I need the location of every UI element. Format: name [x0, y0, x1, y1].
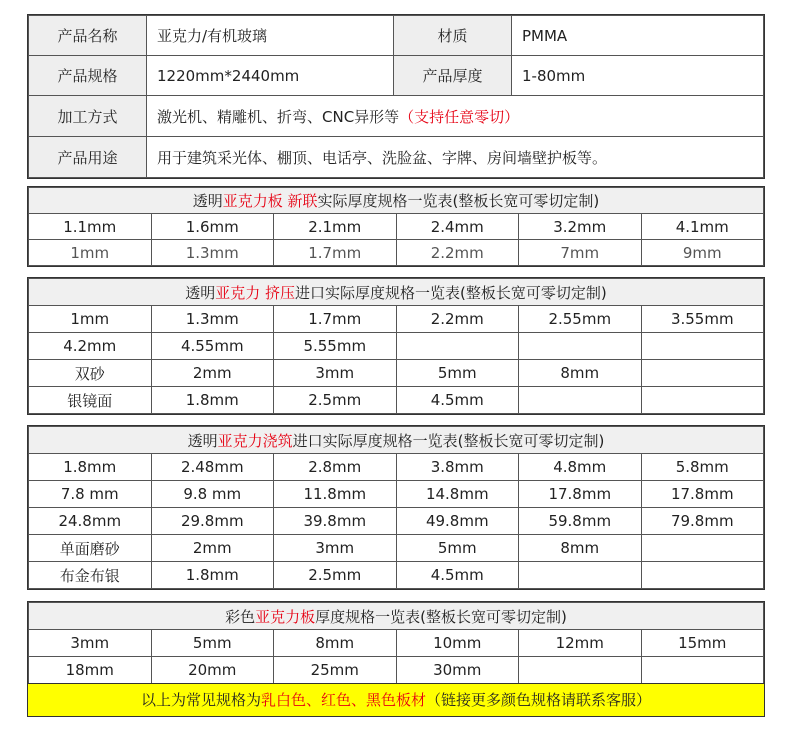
label-material: 材质	[394, 16, 512, 56]
value-usage: 用于建筑采光体、棚顶、电话亭、洗脸盆、字牌、房间墙壁护板等。	[147, 137, 764, 178]
title-part: 进口实际厚度规格一览表(整板长宽可零切定制)	[292, 431, 605, 450]
table-cell: 1.7mm	[274, 306, 397, 333]
spec-table-colored	[27, 601, 765, 685]
spec-table-extruded	[27, 277, 765, 415]
table-cell	[396, 333, 519, 360]
table-cell: 2mm	[151, 360, 274, 387]
table-cell: 布金布银	[29, 562, 152, 589]
table-cell	[641, 360, 764, 387]
title-part: 透明	[185, 283, 216, 302]
table-cell: 1.3mm	[151, 306, 274, 333]
table-cell	[519, 387, 642, 414]
table-cell: 3mm	[274, 360, 397, 387]
table-cell	[641, 535, 764, 562]
value-processing	[147, 96, 764, 137]
table-cell: 4.5mm	[396, 562, 519, 589]
table-cell: 9.8 mm	[151, 481, 274, 508]
processing-text: 激光机、精雕机、折弯、CNC异形等	[157, 107, 400, 126]
table-cell: 3.2mm	[519, 214, 642, 240]
table-cell: 2.5mm	[274, 562, 397, 589]
table-cell: 49.8mm	[396, 508, 519, 535]
label-processing: 加工方式	[29, 96, 147, 137]
table-cell: 1.6mm	[151, 214, 274, 240]
title-part: 彩色	[225, 607, 256, 626]
table-cell: 2.2mm	[396, 240, 519, 266]
table-cell: 1mm	[29, 306, 152, 333]
label-product-spec: 产品规格	[29, 56, 147, 96]
table-cell: 1.8mm	[151, 387, 274, 414]
table-cell: 8mm	[519, 535, 642, 562]
table-cell: 12mm	[519, 630, 642, 657]
value-thickness: 1-80mm	[512, 56, 764, 96]
table-cell: 18mm	[29, 657, 152, 684]
table-cell: 17.8mm	[519, 481, 642, 508]
table-cell: 4.2mm	[29, 333, 152, 360]
table-cell: 3mm	[274, 535, 397, 562]
table-title	[29, 188, 764, 214]
table-title	[29, 603, 764, 630]
table-cell: 双砂	[29, 360, 152, 387]
spec-table-cast	[27, 425, 765, 590]
table-cell: 1.3mm	[151, 240, 274, 266]
table-cell: 1.1mm	[29, 214, 152, 240]
table-cell: 单面磨砂	[29, 535, 152, 562]
table-cell: 8mm	[274, 630, 397, 657]
table-cell: 1.7mm	[274, 240, 397, 266]
table-cell: 17.8mm	[641, 481, 764, 508]
table-cell: 30mm	[396, 657, 519, 684]
table-cell: 59.8mm	[519, 508, 642, 535]
label-usage: 产品用途	[29, 137, 147, 178]
table-cell: 3mm	[29, 630, 152, 657]
table-cell	[641, 562, 764, 589]
table-cell: 1.8mm	[151, 562, 274, 589]
title-part: 厚度规格一览表(整板长宽可零切定制)	[315, 607, 567, 626]
table-cell	[641, 387, 764, 414]
table-cell: 2.48mm	[151, 454, 274, 481]
footer-highlight: 乳白色、红色、黑色板材	[260, 691, 426, 709]
table-title	[29, 427, 764, 454]
table-cell: 24.8mm	[29, 508, 152, 535]
title-part: 透明	[192, 192, 223, 210]
table-cell: 4.5mm	[396, 387, 519, 414]
table-cell: 2.55mm	[519, 306, 642, 333]
table-cell: 3.55mm	[641, 306, 764, 333]
table-cell: 11.8mm	[274, 481, 397, 508]
spec-table-xinlian	[27, 186, 765, 267]
table-cell: 29.8mm	[151, 508, 274, 535]
table-cell: 2mm	[151, 535, 274, 562]
table-cell: 5mm	[151, 630, 274, 657]
table-cell: 2.2mm	[396, 306, 519, 333]
table-cell: 1.8mm	[29, 454, 152, 481]
title-highlight: 亚克力 挤压	[215, 283, 296, 302]
table-cell: 2.1mm	[274, 214, 397, 240]
table-cell: 8mm	[519, 360, 642, 387]
table-cell	[641, 657, 764, 684]
title-highlight: 亚克力板	[255, 607, 316, 626]
title-part: 进口实际厚度规格一览表(整板长宽可零切定制)	[295, 283, 607, 302]
table-cell: 5mm	[396, 360, 519, 387]
table-cell: 25mm	[274, 657, 397, 684]
table-cell: 20mm	[151, 657, 274, 684]
table-cell: 15mm	[641, 630, 764, 657]
label-thickness: 产品厚度	[394, 56, 512, 96]
table-cell: 4.1mm	[641, 214, 764, 240]
table-cell: 7.8 mm	[29, 481, 152, 508]
table-cell: 9mm	[641, 240, 764, 266]
table-cell: 79.8mm	[641, 508, 764, 535]
table-cell: 7mm	[519, 240, 642, 266]
table-cell: 银镜面	[29, 387, 152, 414]
table-cell: 2.8mm	[274, 454, 397, 481]
label-product-name: 产品名称	[29, 16, 147, 56]
table-cell: 5.55mm	[274, 333, 397, 360]
title-highlight: 亚克力浇筑	[217, 431, 293, 450]
table-cell: 14.8mm	[396, 481, 519, 508]
footer-note: （链接更多颜色规格请联系客服）	[426, 691, 652, 709]
table-cell	[519, 562, 642, 589]
title-part: 透明	[187, 431, 218, 450]
table-cell: 2.5mm	[274, 387, 397, 414]
value-product-name: 亚克力/有机玻璃	[147, 16, 394, 56]
table-title	[29, 279, 764, 306]
footer-text: 以上为常见规格为	[140, 691, 261, 709]
table-cell: 5.8mm	[641, 454, 764, 481]
table-cell: 3.8mm	[396, 454, 519, 481]
value-material: PMMA	[512, 16, 764, 56]
table-cell: 10mm	[396, 630, 519, 657]
table-cell	[519, 657, 642, 684]
footer-banner	[27, 683, 765, 717]
table-cell: 39.8mm	[274, 508, 397, 535]
table-cell	[519, 333, 642, 360]
table-cell: 5mm	[396, 535, 519, 562]
value-product-spec: 1220mm*2440mm	[147, 56, 394, 96]
table-cell: 4.55mm	[151, 333, 274, 360]
title-highlight: 亚克力板 新联	[222, 192, 318, 210]
product-info-table	[27, 14, 765, 179]
processing-note: （支持任意零切）	[399, 107, 520, 126]
table-cell: 4.8mm	[519, 454, 642, 481]
table-cell: 1mm	[29, 240, 152, 266]
table-cell: 2.4mm	[396, 214, 519, 240]
table-cell	[641, 333, 764, 360]
title-part: 实际厚度规格一览表(整板长宽可零切定制)	[317, 192, 600, 210]
